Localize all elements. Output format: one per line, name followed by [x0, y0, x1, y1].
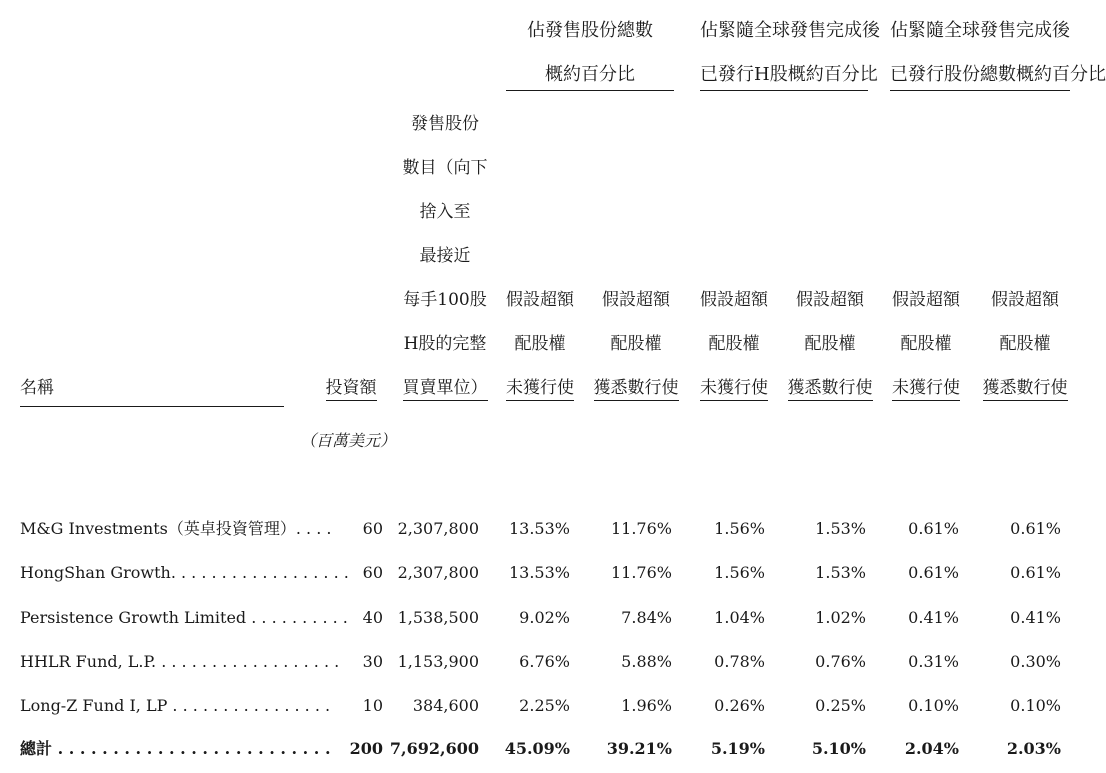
- header-line: 未獲行使: [506, 378, 574, 401]
- group-header-line2: 已發行H股概約百分比: [700, 64, 878, 85]
- percentage-cell: 0.61%: [1010, 519, 1061, 538]
- investor-name: HHLR Fund, L.P. . . . . . . . . . . . . . . . . . .: [20, 652, 340, 671]
- header-line: 假設超額: [796, 290, 864, 310]
- investment-amount: 30: [362, 652, 383, 671]
- group-header-line1: 佔緊隨全球發售完成後: [890, 20, 1070, 41]
- investment-header-label: 投資額: [326, 378, 377, 401]
- percentage-cell: 0.78%: [714, 652, 765, 671]
- percentage-cell: 1.56%: [714, 563, 765, 582]
- header-line: 配股權: [999, 334, 1051, 354]
- group-header-offer-shares: [506, 0, 674, 100]
- name-header-rule: [20, 406, 284, 407]
- percentage-cell: 0.41%: [908, 608, 959, 627]
- header-line: 配股權: [708, 334, 760, 354]
- percentage-cell: 13.53%: [508, 519, 570, 538]
- percentage-cell: 1.04%: [714, 608, 765, 627]
- percentage-cell: 5.10%: [811, 739, 866, 758]
- group-header-line1: 佔緊隨全球發售完成後: [700, 20, 880, 41]
- percentage-cell: 11.76%: [610, 519, 672, 538]
- header-line: 獲悉數行使: [788, 378, 873, 401]
- investment-amount: 10: [362, 696, 383, 715]
- percentage-cell: 2.03%: [1006, 739, 1061, 758]
- percentage-cell: 11.76%: [610, 563, 672, 582]
- name-column-header: [20, 366, 284, 410]
- percentage-cell: 1.56%: [714, 519, 765, 538]
- header-line: H股的完整: [403, 334, 487, 354]
- offer-shares-count: 2,307,800: [397, 519, 479, 538]
- header-line: 配股權: [900, 334, 952, 354]
- investor-name: 總計 . . . . . . . . . . . . . . . . . . . . . . . . .: [20, 739, 331, 758]
- table-row: [0, 691, 1080, 721]
- group-header-rule: [890, 90, 1070, 91]
- subheader-g1-not-exercised: [500, 278, 580, 410]
- percentage-cell: 9.02%: [519, 608, 570, 627]
- group-header-line1: 佔發售股份總數: [527, 20, 653, 41]
- percentage-cell: 0.26%: [714, 696, 765, 715]
- header-line: 獲悉數行使: [594, 378, 679, 401]
- table-row: [0, 647, 1080, 677]
- percentage-cell: 0.10%: [1010, 696, 1061, 715]
- percentage-cell: 1.53%: [815, 563, 866, 582]
- percentage-cell: 39.21%: [606, 739, 672, 758]
- percentage-cell: 1.53%: [815, 519, 866, 538]
- offer-shares-count: 2,307,800: [397, 563, 479, 582]
- group-header-rule: [700, 90, 868, 91]
- percentage-cell: 0.76%: [815, 652, 866, 671]
- subheader-g3-exercised: [978, 278, 1072, 410]
- percentage-cell: 0.41%: [1010, 608, 1061, 627]
- investment-unit-label: （百萬美元）: [300, 431, 397, 450]
- header-line: 數目（向下: [402, 158, 488, 178]
- header-line: 獲悉數行使: [983, 378, 1068, 401]
- header-line: 假設超額: [892, 290, 960, 310]
- offer-shares-count: 7,692,600: [389, 739, 479, 758]
- investment-amount: 60: [362, 563, 383, 582]
- percentage-cell: 1.02%: [815, 608, 866, 627]
- header-line: 最接近: [419, 246, 471, 266]
- percentage-cell: 0.61%: [908, 563, 959, 582]
- header-line: 配股權: [804, 334, 856, 354]
- header-line: 假設超額: [991, 290, 1059, 310]
- subheader-g3-not-exercised: [886, 278, 966, 410]
- header-line: 假設超額: [506, 290, 574, 310]
- header-line: 每手100股: [403, 290, 487, 310]
- header-line: 假設超額: [700, 290, 768, 310]
- percentage-cell: 13.53%: [508, 563, 570, 582]
- percentage-cell: 7.84%: [621, 608, 672, 627]
- percentage-cell: 0.25%: [815, 696, 866, 715]
- percentage-cell: 2.04%: [904, 739, 959, 758]
- group-header-h-shares: [700, 0, 880, 100]
- percentage-cell: 0.30%: [1010, 652, 1061, 671]
- shares-column-header: [398, 102, 492, 410]
- header-line: 配股權: [514, 334, 566, 354]
- table-row: [0, 603, 1080, 633]
- header-line: 配股權: [610, 334, 662, 354]
- group-header-line2: 概約百分比: [545, 64, 635, 85]
- subheader-g1-exercised: [590, 278, 682, 410]
- investor-name: Persistence Growth Limited . . . . . . . . . .: [20, 608, 348, 627]
- percentage-cell: 1.96%: [621, 696, 672, 715]
- offer-shares-count: 384,600: [412, 696, 479, 715]
- header-line: 假設超額: [602, 290, 670, 310]
- name-header-label: 名稱: [20, 378, 54, 398]
- header-line: 未獲行使: [892, 378, 960, 401]
- offer-shares-count: 1,153,900: [397, 652, 479, 671]
- group-header-rule: [506, 90, 674, 91]
- investor-name: HongShan Growth. . . . . . . . . . . . . . . . . .: [20, 563, 349, 582]
- percentage-cell: 0.10%: [908, 696, 959, 715]
- percentage-cell: 5.19%: [710, 739, 765, 758]
- header-line: 未獲行使: [700, 378, 768, 401]
- header-line: 買賣單位）: [403, 378, 488, 401]
- subheader-g2-not-exercised: [694, 278, 774, 410]
- percentage-cell: 0.31%: [908, 652, 959, 671]
- group-header-line2: 已發行股份總數概約百分比: [890, 64, 1106, 85]
- offer-shares-count: 1,538,500: [397, 608, 479, 627]
- header-line: 發售股份: [411, 114, 479, 134]
- percentage-cell: 5.88%: [621, 652, 672, 671]
- subheader-g2-exercised: [784, 278, 876, 410]
- percentage-cell: 0.61%: [908, 519, 959, 538]
- percentage-cell: 2.25%: [519, 696, 570, 715]
- percentage-cell: 0.61%: [1010, 563, 1061, 582]
- investment-column-header: [316, 366, 386, 410]
- group-header-total-shares: [890, 0, 1106, 100]
- header-line: 捨入至: [419, 202, 471, 222]
- investment-amount: 40: [362, 608, 383, 627]
- percentage-cell: 45.09%: [504, 739, 570, 758]
- investment-amount: 60: [362, 519, 383, 538]
- table-row: [0, 514, 1080, 544]
- investment-amount: 200: [349, 739, 383, 758]
- total-row: [0, 734, 1080, 764]
- percentage-cell: 6.76%: [519, 652, 570, 671]
- investor-name: M&G Investments（英卓投資管理）. . . .: [20, 519, 332, 538]
- table-row: [0, 558, 1080, 588]
- investor-name: Long-Z Fund I, LP . . . . . . . . . . . . . . . .: [20, 696, 331, 715]
